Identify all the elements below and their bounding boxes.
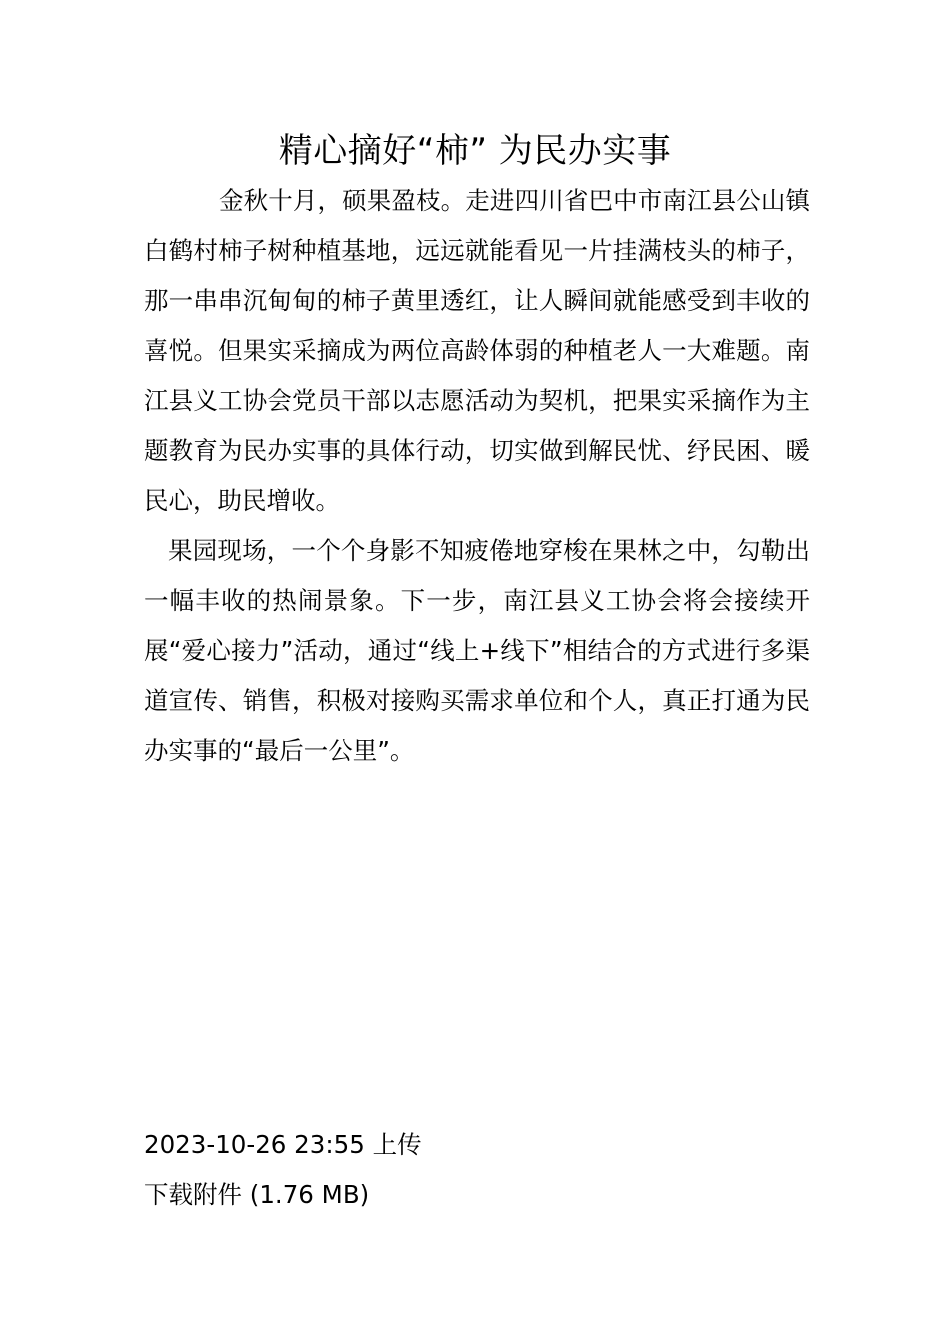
- article-paragraph-2: 果园现场，一个个身影不知疲倦地穿梭在果林之中，勾勒出一幅丰收的热闹景象。下一步，南江县义工协会将会接续开展“爱心接力”活动，通过“线上+线下”相结合的方式进行多渠道宣传、销售，积极对接购买需求单位和个人，真正打通为民办实事的“最后一公里”。: [144, 536, 810, 765]
- attachment-meta: [144, 1120, 422, 1220]
- article-title: 精心摘好“柿” 为民办实事: [278, 131, 672, 171]
- article-body: [144, 176, 810, 776]
- download-attachment-link[interactable]: 下载附件 (1.76 MB): [144, 1180, 370, 1209]
- upload-timestamp: 2023-10-26 23:55 上传: [144, 1130, 422, 1159]
- article-paragraph-1: 金秋十月，硕果盈枝。走进四川省巴中市南江县公山镇白鹤村柿子树种植基地，远远就能看见一片挂满枝头的柿子，那一串串沉甸甸的柿子黄里透红，让人瞬间就能感受到丰收的喜悦。但果实采摘成为两位高龄体弱的种植老人一大难题。南江县义工协会党员干部以志愿活动为契机，把果实采摘作为主题教育为民办实事的具体行动，切实做到解民忧、纾民困、暖民心，助民增收。: [144, 186, 810, 515]
